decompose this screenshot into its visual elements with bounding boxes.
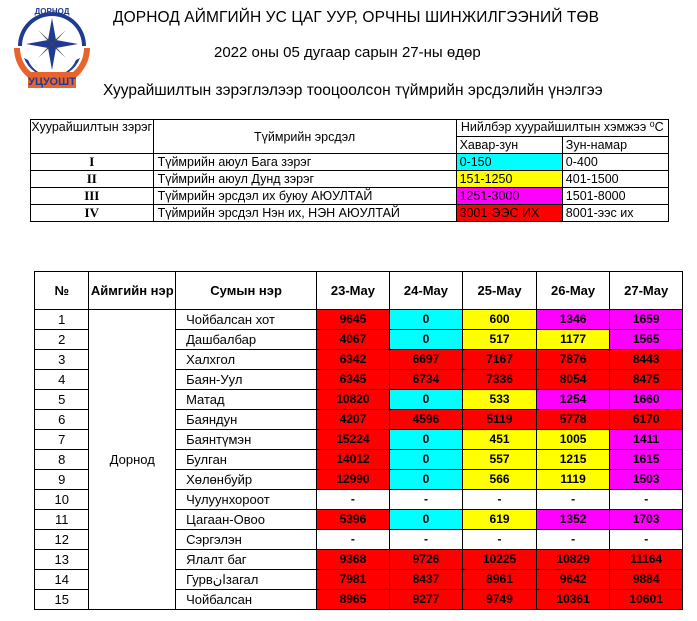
value-cell: 1005 (536, 430, 610, 450)
row-number: 2 (35, 330, 89, 350)
legend-range-west: 1251-3000 (456, 188, 562, 205)
value-cell: 9726 (389, 550, 463, 570)
value-cell: 1346 (536, 310, 610, 330)
sum-name: Баян-Уул (176, 370, 317, 390)
header-day-5: 27-May (610, 272, 683, 310)
value-cell: 9645 (317, 310, 390, 330)
sum-name: Булган (176, 450, 317, 470)
value-cell: 0 (389, 310, 463, 330)
value-cell: 6697 (389, 350, 463, 370)
value-cell: 10225 (463, 550, 537, 570)
value-cell: 5119 (463, 410, 537, 430)
agency-logo (8, 2, 96, 98)
legend-header-level: Хуурайшилтын зэрэг (31, 120, 154, 154)
header-day-4: 26-May (536, 272, 610, 310)
legend-risk: Түймрийн аюул Дунд зэрэг (153, 171, 456, 188)
value-cell: 0 (389, 330, 463, 350)
value-cell: 600 (463, 310, 537, 330)
value-cell: 8054 (536, 370, 610, 390)
value-cell: - (536, 530, 610, 550)
value-cell: 566 (463, 470, 537, 490)
row-number: 10 (35, 490, 89, 510)
legend-level: II (31, 171, 154, 188)
legend-header-west: Хавар-зун (456, 137, 562, 154)
value-cell: 10601 (610, 590, 683, 610)
header-day-3: 25-May (463, 272, 537, 310)
value-cell: 619 (463, 510, 537, 530)
value-cell: 8443 (610, 350, 683, 370)
value-cell: 8437 (389, 570, 463, 590)
value-cell: 451 (463, 430, 537, 450)
value-cell: 1352 (536, 510, 610, 530)
legend-range-east: 8001-ээс их (562, 205, 668, 222)
sum-name: Цагаан-Овоо (176, 510, 317, 530)
value-cell: - (317, 490, 390, 510)
header-aimag: Аймгийн нэр (89, 272, 176, 310)
value-cell: 9749 (463, 590, 537, 610)
sum-name: Хөлөнбуйр (176, 470, 317, 490)
value-cell: 1703 (610, 510, 683, 530)
sum-name: Чойбалсан хот (176, 310, 317, 330)
row-number: 14 (35, 570, 89, 590)
value-cell: 10829 (536, 550, 610, 570)
value-cell: 517 (463, 330, 537, 350)
sum-name: Чулуунхороот (176, 490, 317, 510)
row-number: 4 (35, 370, 89, 390)
row-number: 7 (35, 430, 89, 450)
risk-legend-table (30, 119, 669, 222)
value-cell: 1119 (536, 470, 610, 490)
value-cell: 1177 (536, 330, 610, 350)
value-cell: 0 (389, 450, 463, 470)
value-cell: 4596 (389, 410, 463, 430)
value-cell: 4207 (317, 410, 390, 430)
legend-level: III (31, 188, 154, 205)
table-header-row (35, 272, 683, 310)
value-cell: - (610, 530, 683, 550)
value-cell: 5396 (317, 510, 390, 530)
value-cell: 11164 (610, 550, 683, 570)
legend-risk: Түймрийн эрсдэл их буюу АЮУЛТАЙ (153, 188, 456, 205)
value-cell: 6342 (317, 350, 390, 370)
value-cell: 10820 (317, 390, 390, 410)
legend-row (31, 171, 669, 188)
legend-range-west: 151-1250 (456, 171, 562, 188)
sum-name: Чойбалсан (176, 590, 317, 610)
legend-row (31, 205, 669, 222)
value-cell: 1659 (610, 310, 683, 330)
value-cell: 0 (389, 430, 463, 450)
header-day-1: 23-May (317, 272, 390, 310)
value-cell: 0 (389, 510, 463, 530)
value-cell: 6734 (389, 370, 463, 390)
legend-header-total: Нийлбэр хуурайшилтын хэмжээ ⁰С (456, 120, 668, 137)
value-cell: 533 (463, 390, 537, 410)
fire-risk-table (34, 271, 683, 610)
value-cell: - (610, 490, 683, 510)
logo-text-bottom: УЦУОШТ (28, 76, 76, 88)
report-date: 2022 оны 05 дугаар сарын 27-ны өдөр (214, 44, 481, 61)
sum-name: Гурвانзагал (176, 570, 317, 590)
value-cell: 8965 (317, 590, 390, 610)
logo-text-top: ДОРНОД (34, 7, 70, 16)
row-number: 8 (35, 450, 89, 470)
value-cell: 1254 (536, 390, 610, 410)
report-subtitle: Хуурайшилтын зэрэглэлээр тооцоолсон түймрийн эрсдэлийн үнэлгээ (103, 82, 603, 99)
value-cell: 7336 (463, 370, 537, 390)
aimag-name: Дорнод (89, 310, 176, 610)
value-cell: 9884 (610, 570, 683, 590)
row-number: 6 (35, 410, 89, 430)
value-cell: 15224 (317, 430, 390, 450)
value-cell: - (317, 530, 390, 550)
value-cell: 1215 (536, 450, 610, 470)
value-cell: 8475 (610, 370, 683, 390)
legend-range-west: 3001-ЭЭС ИХ (456, 205, 562, 222)
header-day-2: 24-May (389, 272, 463, 310)
sum-name: Баяндун (176, 410, 317, 430)
sum-name: Ялалт баг (176, 550, 317, 570)
legend-header-east: Зун-намар (562, 137, 668, 154)
value-cell: 6170 (610, 410, 683, 430)
value-cell: 1565 (610, 330, 683, 350)
value-cell: 9368 (317, 550, 390, 570)
legend-range-east: 1501-8000 (562, 188, 668, 205)
header-no: № (35, 272, 89, 310)
legend-risk: Түймрийн аюул Бага зэрэг (153, 154, 456, 171)
legend-range-east: 401-1500 (562, 171, 668, 188)
organization-title: ДОРНОД АЙМГИЙН УС ЦАГ УУР, ОРЧНЫ ШИНЖИЛГЭЭНИЙ ТӨВ (113, 9, 600, 26)
row-number: 15 (35, 590, 89, 610)
legend-header-risk: Түймрийн эрсдэл (153, 120, 456, 154)
sum-name: Матад (176, 390, 317, 410)
legend-risk: Түймрийн эрсдэл Нэн их, НЭН АЮУЛТАЙ (153, 205, 456, 222)
value-cell: - (463, 530, 537, 550)
value-cell: 7981 (317, 570, 390, 590)
row-number: 1 (35, 310, 89, 330)
header-sum: Сумын нэр (176, 272, 317, 310)
value-cell: 6345 (317, 370, 390, 390)
row-number: 3 (35, 350, 89, 370)
value-cell: 12990 (317, 470, 390, 490)
value-cell: 14012 (317, 450, 390, 470)
value-cell: 9277 (389, 590, 463, 610)
legend-level: I (31, 154, 154, 171)
value-cell: 5778 (536, 410, 610, 430)
value-cell: - (463, 490, 537, 510)
sum-name: Халхгол (176, 350, 317, 370)
legend-range-west: 0-150 (456, 154, 562, 171)
legend-row (31, 154, 669, 171)
value-cell: 10361 (536, 590, 610, 610)
value-cell: - (389, 530, 463, 550)
value-cell: - (389, 490, 463, 510)
value-cell: 9642 (536, 570, 610, 590)
value-cell: - (536, 490, 610, 510)
row-number: 9 (35, 470, 89, 490)
value-cell: 7876 (536, 350, 610, 370)
legend-range-east: 0-400 (562, 154, 668, 171)
value-cell: 7167 (463, 350, 537, 370)
row-number: 5 (35, 390, 89, 410)
sum-name: Баянтүмэн (176, 430, 317, 450)
value-cell: 1503 (610, 470, 683, 490)
legend-level: IV (31, 205, 154, 222)
row-number: 11 (35, 510, 89, 530)
value-cell: 0 (389, 390, 463, 410)
value-cell: 0 (389, 470, 463, 490)
value-cell: 1411 (610, 430, 683, 450)
row-number: 12 (35, 530, 89, 550)
row-number: 13 (35, 550, 89, 570)
value-cell: 4067 (317, 330, 390, 350)
value-cell: 1660 (610, 390, 683, 410)
sum-name: Дашбалбар (176, 330, 317, 350)
value-cell: 1615 (610, 450, 683, 470)
table-row (35, 310, 683, 330)
value-cell: 557 (463, 450, 537, 470)
legend-row (31, 188, 669, 205)
sum-name: Сэргэлэн (176, 530, 317, 550)
value-cell: 8961 (463, 570, 537, 590)
